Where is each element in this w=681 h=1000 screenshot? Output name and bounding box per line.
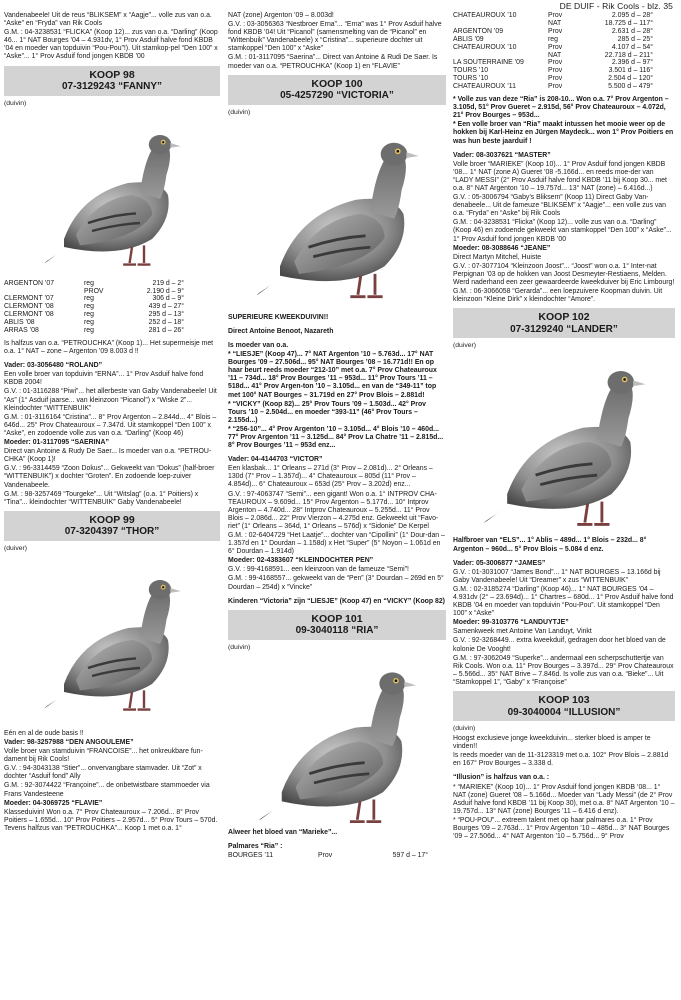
sire-heading: Vader: 08-3037621 “MASTER” — [453, 151, 551, 159]
pedigree-text: G.V. : 96-3314459 “Zoon Dokus”... Gekweekt van “Dokus” (half-broer “WITTENBUIK”) x dochter “Groten”. En zodoende loep-zuiver Vandenabeele. — [4, 465, 215, 489]
lot-101-header — [228, 610, 446, 640]
sex-label: (duivin) — [4, 99, 27, 107]
ring-number: 09-3040004 “ILLUSION” — [507, 706, 621, 718]
pedigree-text: G.V. : 05-3006794 “Gaby’s Bliksem” (Koop 11) Direct Gaby Van-denabeele... Uit de fameuze “BLIKSEM” x “Aagje”... een volle zus van o.a. “Fryda” en “Aske” bij Rik Cools — [453, 194, 666, 218]
pedigree-text: G.M. : 92-3074422 “Françoine”... de onbetwistbare stammoeder via Frans Vandesteene — [4, 782, 210, 798]
pedigree-text: G.M. : 02-3185274 “Darling” (Koop 46)... 1° NAT BOURGES ’04 – 4.931dv (2° – 23.694d)... 1° Chartres – 680d... 1° Prov Asduif halve fond KBDB ’04 en moeder van topduivin “Pou-Pou”. Uit stamkoppel “Den 100” x “Aske” — [453, 585, 674, 618]
column-left — [4, 12, 220, 834]
column-middle — [228, 12, 446, 860]
highlight-text: Halfbroer van “ELS”... 1° Ablis – 489d... 1° Blois – 232d... 8° Argenton – 960d... 5° Prov Blois – 5.084 d enz. — [453, 537, 647, 553]
ring-number: 07-3204397 “THOR” — [64, 526, 160, 538]
pedigree-text: Samenkweek met Antoine Van Landuyt, Vinkt — [453, 628, 592, 636]
pigeon-photo-icon — [469, 352, 659, 532]
highlight-text: * Volle zus van deze “Ria” is 208-10... Won o.a. 7° Prov Argenton – 3.105d, 51° Prov Gueret – 2.915d, 56° Prov Chateauroux – 4.072d, 21° Prov Bourges – 953d... — [453, 96, 669, 120]
pedigree-text: G.M. : 02-6404729 “Het Laatje”... dochter van “Cipollini” (1° Dour-dan – 1.357d en 1° Dourdan – 1.158d) x Het “Super” (5° Noyon – 1.061d en 6° Dourdan – 1.914d) — [228, 532, 445, 556]
sex-label: (duivin) — [228, 108, 251, 116]
origin-text: Direct Antoine Benoot, Nazareth — [228, 327, 334, 335]
table-row: CLERMONT ’07 reg 306 d – 9° — [4, 295, 184, 303]
pigeon-photo-icon — [242, 119, 432, 309]
pedigree-text: Direct van Antoine & Rudy De Saer... Is moeder van o.a. “PETROU-CHKA” (Koop 1)! — [4, 448, 212, 464]
dam-heading: Moeder: 04-3069725 “FLAVIE” — [4, 799, 103, 807]
pedigree-text: G.V. : 01-3031007 “James Bond”... 1° NAT BOURGES – 13.166d bij Gaby Vandenabeele! Uit “Dreamer” x zus “WITTENBUIK” — [453, 568, 661, 584]
pedigree-text: G.V. : 01-3116288 “Piwi”... het allerbeste van Gaby Vandenabeele! Uit “As” (1° Asduif jaarse... van kleinzoon “Picanol”) x “Wiske 2”... Kleindochter “WITTENBUIK” — [4, 388, 217, 412]
pedigree-text: G.M. : 01-3116164 “Cristina”... 8° Prov Argenton – 2.844d... 4° Blois – 646d... 25° Prov Chateauroux – 7.347d. Uit stamkoppel “Den 100” x “Aske”, en zodoende volle zus van o.a. “Darling” (Koop 46) — [4, 413, 217, 437]
lot-title: KOOP 103 — [538, 694, 590, 706]
table-row: LA SOUTERRAINE ’09 Prov 2.396 d – 97° — [453, 59, 653, 67]
sex-label: (duiver) — [4, 544, 28, 552]
ring-number: 05-4257290 “VICTORIA” — [280, 90, 394, 102]
pedigree-text: G.V. : 94-3043138 “Stier”... onvervangbare stamvader. Uit “Zot” x dochter “Asduif fond” Ally — [4, 765, 202, 781]
column-right — [453, 12, 675, 842]
highlight-text: * Een volle broer van “Ria” maakt intussen het mooie weer op de hokken bij Karl-Heinz en Jürgen Maydeck... won 1° Prov Poitiers en was hun beste jaarduif ! — [453, 121, 674, 145]
lot-102-header — [453, 308, 675, 338]
table-row: ABLIS ’09 reg 285 d – 25° — [453, 35, 653, 43]
table-row: CHATEAUROUX ’10 Prov 4.107 d – 54° — [453, 43, 653, 51]
sex-label: (duiver) — [453, 342, 477, 350]
table-row: CHATEAUROUX ’11 Prov 5.500 d – 479° — [453, 83, 653, 91]
ring-number: 07-3129240 “LANDER” — [510, 323, 618, 335]
pedigree-text: G.M. : 99-4168557... gekweekt van de “Pen” (3° Dourdan – 269d en 5° Dourdan – 254d) x “Vincke” — [228, 575, 444, 591]
lot-title: KOOP 98 — [89, 68, 135, 81]
pedigree-text: Direct Martyn Mitchel, Huiste — [453, 253, 542, 261]
pedigree-text: G.V. : 07-3077104 “Kleinzoon Joost”... “Joost” won o.a. 1° Inter-nat Perpignan ’03 op de hokken van Joost Desmeyter-Restiaens, Melden. Werd naderhand een zeer gewaardeerde kweekduiver bij Eric Limbourg! — [453, 262, 675, 287]
highlight-text: Alweer het bloed van “Marieke”... — [228, 828, 338, 836]
results-table — [228, 852, 428, 860]
pedigree-text: Een volle broer van topduivin “ERNA”... 1° Prov Asduif halve fond KBDB 2004! — [4, 371, 204, 387]
pedigree-text: NAT (zone) Argenton ’09 – 8.003d! — [228, 12, 334, 19]
table-row: NAT 22.718 d – 211° — [548, 51, 653, 59]
sex-label: (duivin) — [228, 643, 251, 651]
lot-99-header — [4, 511, 220, 541]
pigeon-photo-icon — [32, 555, 192, 725]
pedigree-text: G.M. : 01-3117095 “Saerina”... Direct van Antoine & Rudi De Saer. Is moeder van o.a. “PETROUCHKA” (Koop 1) en “FLAVIE” — [228, 54, 438, 70]
pedigree-text: Een klasbak... 1° Orleans – 271d (3° Prov – 2.081d)... 2° Orleans – 130d (7° Prov – 1.357d)... 4° Chateauroux – 805d (11° Prov – 4.854d)... 6° Chateauroux – 653d (25° Prov – 3.202d) enz... — [228, 465, 433, 489]
palmares-heading: Palmares “Ria” : — [228, 842, 283, 850]
lot-title: KOOP 101 — [311, 612, 363, 625]
dam-heading: Moeder: 02-4383607 “KLEINDOCHTER PEN” — [228, 557, 374, 565]
table-row: TOURS ’10 Prov 2.504 d – 120° — [453, 75, 653, 83]
results-table — [4, 280, 184, 335]
pedigree-text: * “MARIEKE” (Koop 10)... 1° Prov Asduif fond jongen KBDB ’08... 1° NAT (zone) Gueret ’08 – 5.166d... Moeder van “Lady Messi” (de 2° Prov Asduif halve fond KBDB ’11 bij Koop 30), met o.a. 8° NAT Argenton ’10 – 19.757d... 13° NAT (zone) Bourges ’11 – 6.416 d enz). — [453, 783, 675, 815]
dam-heading: Moeder: 08-3088646 “JEANE” — [453, 244, 551, 252]
pedigree-text: G.M. : 97-3062049 “Superke”... andermaal een scherpschuttertje van Rik Cools. Won o.a. 11° Prov Bourges – 3.397d... 29° Prov Chateauroux – 5.566d... 35° NAT Brive – 7.846d. Is volle zus van o.a. “Bieke”... Uit “Stamkoppel 1”, “Gaby” x “Françoise” — [453, 654, 674, 686]
children-text: Kinderen “Victoria” zijn “LIESJE” (Koop 47) en “VICKY” (Koop 82) — [228, 597, 445, 605]
lot-title: KOOP 99 — [89, 513, 135, 526]
running-head: DE DUIF - Rik Cools - blz. 35 — [559, 1, 673, 11]
intro-text: Vandenabeele! Uit de reus “BLIKSEM” x “Aagje”... volle zus van o.a. “Aske” en “Fryda” van Rik Cools — [4, 12, 212, 28]
dam-heading: Moeder: 99-3103776 “LANDUYTJE” — [453, 619, 569, 627]
highlight-text: SUPERIEURE KWEEKDUIVIN!! — [228, 313, 329, 321]
offspring-text: * “256-10”... 4° Prov Argenton ’10 – 3.105d... 4° Blois ’10 – 460d... 77° Prov Argenton ’11 – 3.125d... 84° Prov La Chatre ’11 – 2.815d... 8° Prov Bourges ’11 – 953d enz... — [228, 425, 444, 450]
table-row: BOURGES ’11 Prov 597 d – 17° — [228, 852, 428, 860]
table-row: PROV 2.190 d – 9° — [84, 287, 184, 295]
pedigree-text: G.V. : 97-4063747 “Semi”... een gigant! Won o.a. 1° INTPROV CHA-TEAUROUX – 9.609d... 15° Prov Argenton – 5.177d... 10° Intprov Argenton – 4.740d... 28° Intprov Chateauroux – 5.255d... 11° Prov Blois – 2.086d... 22° Prov Vierzon – 4.275d enz. Gekweekt uit “Favo-riet” (1° Orleans – 364d, 1° Orleans – 576d) x “Sidonie” De Kerpel — [228, 490, 439, 530]
pedigree-text: G.V. : 99-4168591... een kleinzoon van de fameuze “Semi”! — [228, 566, 409, 574]
pedigree-text: Eén en al de oude basis !! — [4, 729, 84, 737]
lot-title: KOOP 100 — [311, 77, 363, 90]
intro-text: G.M. : 04-3238531 “FLICKA” (Koop 12)... zus van o.a. “Darling” (Koop 46... 1° NAT Bourges ’04 – 4.931dv, 1° Prov Asduif halve fond KBDB ’04 en moeder van topduivin “Pou-Pou”!). Uit stamkop-pel “Den 100” x “Aske”... 1° Prov Asduif fond jongen KBDB ’00 — [4, 29, 218, 61]
lot-title: KOOP 102 — [538, 311, 590, 324]
pedigree-text: G.M. : 04-3238531 “Flicka” (Koop 12)... volle zus van o.a. “Darling” (Koop 46) en zodoende gekweekt van stamkoppel “Den 100” x “Aske”... 1° Prov Asduif fond jongen KBDB ’00 — [453, 219, 672, 243]
lot-103-header — [453, 691, 675, 721]
sire-heading: Vader: 98-3257988 “DEN ANGOULEME” — [4, 738, 134, 746]
pedigree-text: * “POU-POU”... extreem talent met op haar palmares o.a. 1° Prov Bourges ’09 – 2.763d... 1° Prov Argenton ’10 – 485d... 3° NAT Bourges ’09 – 27.506d... 4° NAT Argenton ’10 – 5.756d... 9° Prov — [453, 816, 670, 841]
table-row: ARGENTON ’09 Prov 2.631 d – 28° — [453, 27, 653, 35]
table-row: CLERMONT ’08 reg 439 d – 27° — [4, 303, 184, 311]
pedigree-text: Klasseduivin! Won o.a. 7° Prov Chateauroux – 7.206d... 8° Prov Poitiers – 1.655d... 10° Prov Poitiers – 2.957d... 5° Prov Tours – 570d. Tevens halfzus van “PETROUCHKA”... Koop 1 met o.a. 1° — [4, 808, 218, 832]
pedigree-text: Volle broer van stamduivin “FRANCOISE”... het onkreukbare fun-dament bij Rik Cools! — [4, 748, 203, 764]
lot-98-header — [4, 66, 220, 96]
sire-heading: Vader: 03-3056480 “ROLAND” — [4, 362, 103, 370]
offspring-text: * “VICKY” (Koop 82)... 25° Prov Tours ’09 – 1.503d... 42° Prov Tours ’10 – 2.504d... en moeder “393-11” (46° Prov Tours – 2.155d...) — [228, 400, 427, 424]
pedigree-text: Is halfzus van o.a. “PETROUCHKA” (Koop 1)... Het supermeisje met o.a. 1° NAT – zone – Argenton ’09 8.003 d !! — [4, 340, 214, 356]
results-table — [453, 12, 653, 91]
pedigree-text: G.M. : 06-3066058 “Gerarda”... een loepzuivere Koopman duivin. Uit kleinzoon “Kleine Dirk” x kleindochter “Amore”. — [453, 288, 663, 304]
pedigree-text: G.V. : 92-3268449... extra kweekduif, gedragen door het bloed van de kolonie De Vooght! — [453, 637, 666, 653]
sire-heading: Vader: 05-3006877 “JAMES” — [453, 559, 546, 567]
pedigree-text: Hoogst exclusieve jonge kweekduivin... sterker bloed is amper te vinden!! — [453, 735, 651, 751]
sire-heading: Vader: 04-4144703 “VICTOR” — [228, 456, 323, 464]
table-row: TOURS ’10 Prov 3.501 d – 116° — [453, 67, 653, 75]
table-row: CLERMONT ’08 reg 295 d – 13° — [4, 311, 184, 319]
table-row: ARRAS ’08 reg 281 d – 26° — [4, 327, 184, 335]
table-row: CHATEAUROUX ’10 Prov 2.095 d – 28° — [453, 12, 653, 19]
pigeon-photo-icon — [32, 110, 192, 280]
pedigree-text: Volle broer “MARIEKE” (Koop 10)... 1° Prov Asduif fond jongen KBDB ’08... 1° NAT (zone A) Gueret ’08 -5.166d... en reeds moe-der van “LADY MESSI” (2° Prov Asduif halve fond KBDB ’11 bij Koop 30... met o.a. 8° NAT Argenton ’10 – 19.757d... 13° NAT (zone) – 6.416d...) — [453, 160, 667, 192]
ring-number: 07-3129243 “FANNY” — [61, 81, 163, 93]
offspring-text: * “LIESJE” (Koop 47)... 7° NAT Argenton ’10 – 5.763d... 17° NAT Bourges ’09 – 27.506d... 95° NAT Bourges ’08 – 16.771d!! En op haar beurt reeds moeder “212-10” met o.a. 7° Prov Chateauroux ’11 – 734d... 18° Prov Bourges ’11 – 953d... 11° Prov Tours ’11 – 518d... 41° Prov Argen-ton ’10 – 3.105d... en van de “349-11” top met 100° NAT Bourges – 31.719d en 27° Prov Blois – 2.881d! — [228, 351, 437, 399]
offspring-heading: Is moeder van o.a. — [228, 341, 289, 349]
pedigree-text: Is reeds moeder van de 11-3123319 met o.a. 102° Prov Blois – 2.881d en 167° Prov Bourges – 3.338 d. — [453, 752, 669, 768]
ring-number: 09-3040118 “RIA” — [295, 625, 379, 637]
pedigree-text: G.V. : 03-3056363 “Nestbroer Erna”... “Erna” was 1° Prov Asduif halve fond KBDB ’04! Uit “Picanol” (samensmelting van de “Picanol” en “Wittenbuik” Vandenabeele) x “Cristina”... superieure dochter uit stamkoppel “Den 100” x “Aske” — [228, 21, 442, 53]
table-row: ABLIS ’08 reg 252 d – 18° — [4, 319, 184, 327]
sex-label: (duivin) — [453, 725, 476, 732]
halfsibling-heading: “Illusion” is halfzus van o.a. : — [453, 774, 550, 782]
lot-100-header — [228, 75, 446, 105]
pigeon-photo-icon — [242, 654, 432, 829]
dam-heading: Moeder: 01-3117095 “SAERINA” — [4, 439, 109, 447]
table-row: ARGENTON ’07 reg 219 d – 2° — [4, 279, 184, 287]
pedigree-text: G.M. : 98-3257469 “Tourgeke”... Uit “Witslag” (o.a. 1° Poitiers) x “Tina”... kleindochter “WITTENBUIK” Gaby Vandenabeele! — [4, 490, 199, 506]
table-row: NAT 18.725 d – 117° — [548, 19, 653, 27]
